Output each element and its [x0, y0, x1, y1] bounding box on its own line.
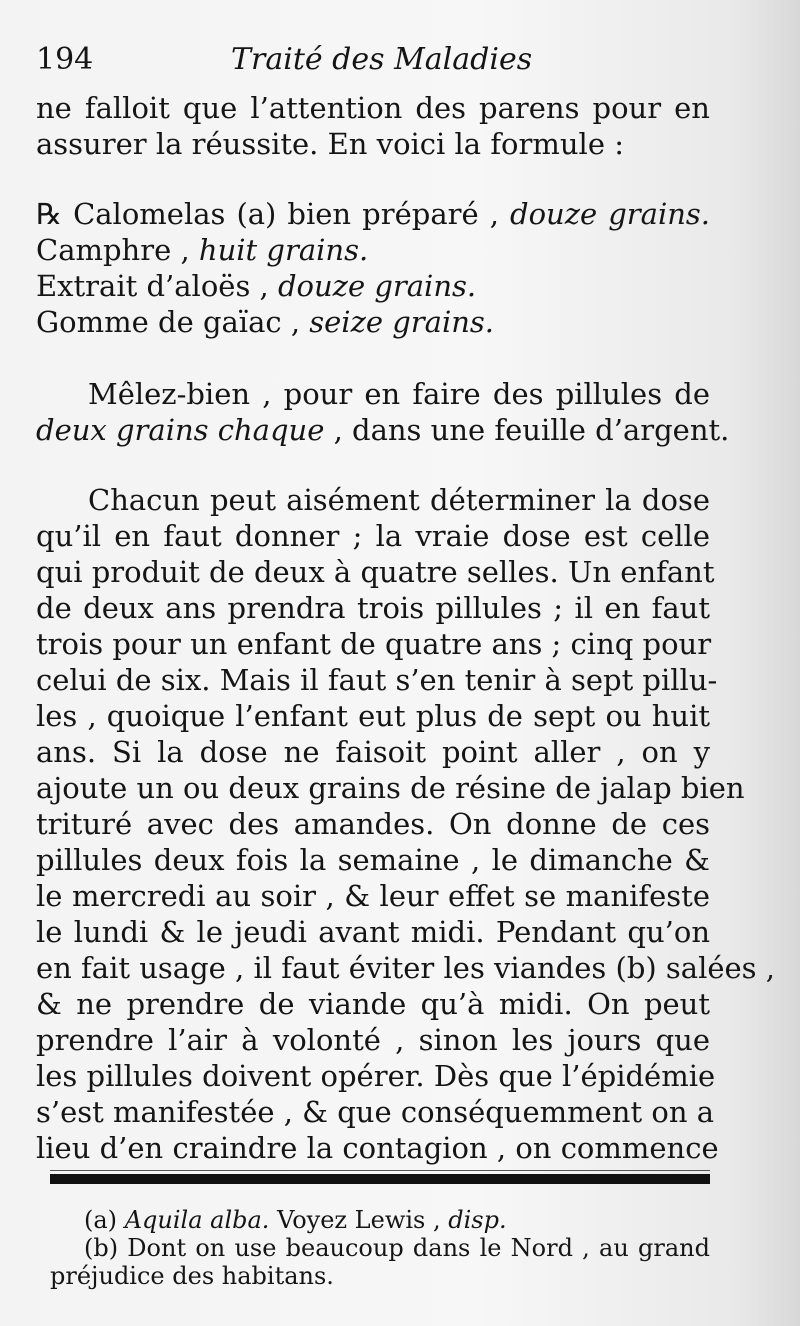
- text-line: ajoute un ou deux grains de résine de jalap bien: [36, 771, 745, 805]
- ingredient: Gomme de gaïac ,: [36, 305, 301, 339]
- recipe-formula: [36, 196, 710, 340]
- text-line: les pillules doivent opérer. Dès que l’épidémie: [36, 1059, 716, 1093]
- italic-phrase: disp.: [448, 1206, 507, 1234]
- text-line: Mêlez-bien , pour en faire des pillules de: [88, 377, 710, 411]
- text-line: lieu d’en craindre la contagion , on commence: [36, 1131, 719, 1165]
- ingredient-dose: seize grains.: [309, 305, 495, 339]
- text-line: le lundi & le jeudi avant midi. Pendant qu’on: [36, 915, 710, 949]
- footnotes: [50, 1206, 710, 1290]
- ingredient-dose: huit grains.: [198, 233, 369, 267]
- running-title: Traité des Maladies: [231, 42, 533, 77]
- ingredient: ℞ Calomelas (a) bien préparé ,: [36, 197, 499, 231]
- text-line: assurer la réussite. En voici la formule :: [36, 127, 624, 161]
- body-paragraph: [36, 482, 776, 1166]
- text-line: qui produit de deux à quatre selles. Un enfant: [36, 555, 715, 589]
- text-span: Voyez Lewis ,: [277, 1206, 441, 1234]
- recipe-line: [36, 304, 710, 340]
- text-line: en fait usage , il faut éviter les viandes (b) salées ,: [36, 951, 776, 985]
- text-line: & ne prendre de viande qu’à midi. On peut: [36, 987, 710, 1021]
- text-line: pillules deux fois la semaine , le dimanche &: [36, 843, 710, 877]
- recipe-line: [36, 268, 710, 304]
- recipe-line: [36, 196, 710, 232]
- italic-phrase: Aquila alba.: [124, 1206, 270, 1234]
- text-line: trituré avec des amandes. On donne de ces: [36, 807, 710, 841]
- italic-phrase: deux grains chaque: [36, 413, 325, 447]
- ingredient-dose: douze grains.: [510, 197, 710, 231]
- page-header: [36, 42, 726, 86]
- text-line: de deux ans prendra trois pillules ; il en faut: [36, 591, 710, 625]
- text-line: ne falloit que l’attention des parens pour en: [36, 91, 710, 125]
- text-line: s’est manifestée , & que conséquemment on a: [36, 1095, 715, 1129]
- mixing-instruction: [36, 376, 730, 448]
- text-line: qu’il en faut donner ; la vraie dose est celle: [36, 519, 710, 553]
- footnote-a: [50, 1206, 710, 1234]
- ingredient-dose: douze grains.: [277, 269, 477, 303]
- text-line: ans. Si la dose ne faisoit point aller , on y: [36, 735, 710, 769]
- footnote-rule-thin: [50, 1170, 710, 1171]
- ingredient: Camphre ,: [36, 233, 190, 267]
- footnote-b-line: (b) Dont on use beaucoup dans le Nord , au grand: [84, 1234, 710, 1262]
- footnote-rule: [50, 1174, 710, 1184]
- text-line: prendre l’air à volonté , sinon les jours que: [36, 1023, 710, 1057]
- footnote-mark: (a): [84, 1206, 118, 1234]
- text-line: celui de six. Mais il faut s’en tenir à sept pillu-: [36, 663, 718, 697]
- footnote-b-line: préjudice des habitans.: [50, 1262, 334, 1290]
- recipe-line: [36, 232, 710, 268]
- text-span: , dans une feuille d’argent.: [333, 413, 730, 447]
- text-line: trois pour un enfant de quatre ans ; cinq pour: [36, 627, 712, 661]
- intro-paragraph: [36, 90, 710, 162]
- text-line: le mercredi au soir , & leur effet se manifeste: [36, 879, 710, 913]
- page-number: 194: [36, 42, 94, 77]
- text-line: les , quoique l’enfant eut plus de sept ou huit: [36, 699, 710, 733]
- ingredient: Extrait d’aloës ,: [36, 269, 269, 303]
- text-line: Chacun peut aisément déterminer la dose: [88, 483, 710, 517]
- text-line: [36, 412, 730, 448]
